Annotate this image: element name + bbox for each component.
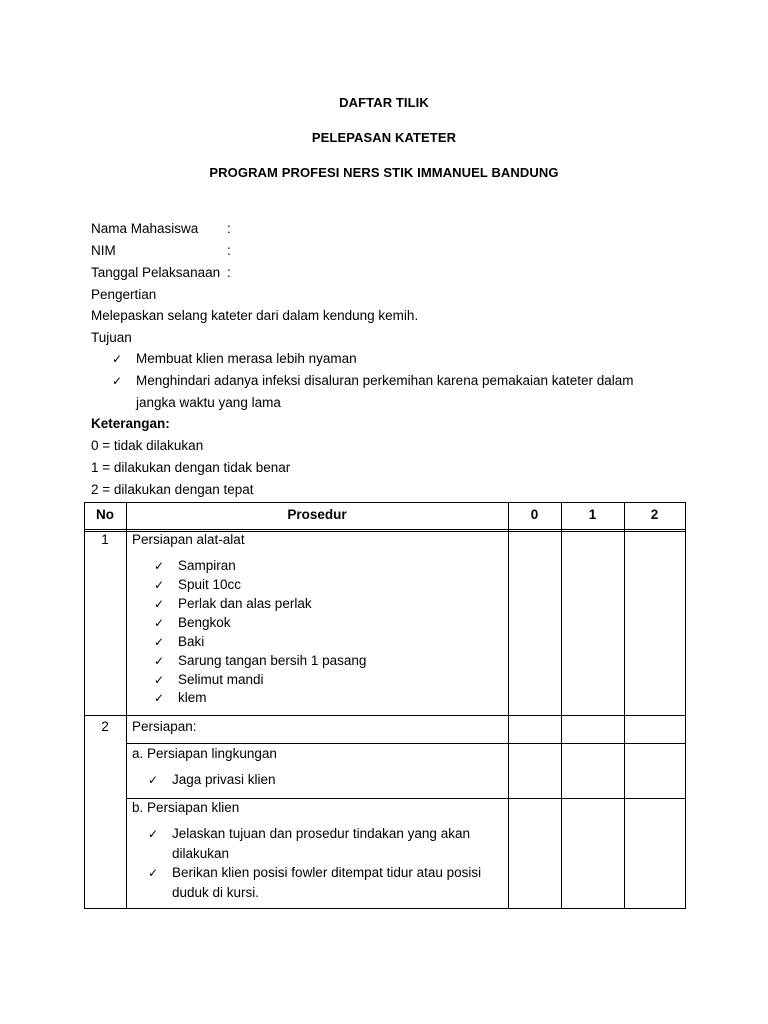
table-border xyxy=(84,502,686,503)
keterangan-line: 0 = tidak dilakukan xyxy=(91,438,204,453)
list-item xyxy=(154,615,231,630)
check-icon: ✓ xyxy=(154,691,165,705)
table-border xyxy=(126,743,686,744)
table-border xyxy=(126,798,686,799)
row-2-title: Persiapan: xyxy=(132,719,197,734)
doc-subtitle: PELEPASAN KATETER xyxy=(311,130,457,145)
field-nama xyxy=(91,221,231,236)
list-item-text: Berikan klien posisi fowler ditempat tidur atau posisi xyxy=(172,865,482,880)
field-tanggal-label: Tanggal Pelaksanaan xyxy=(91,265,221,280)
list-item xyxy=(154,690,207,705)
table-header-score-1: 1 xyxy=(588,507,597,522)
list-item xyxy=(148,772,276,787)
keterangan-heading: Keterangan: xyxy=(91,416,170,431)
list-item-text: klem xyxy=(178,690,207,705)
list-item-text: Selimut mandi xyxy=(178,672,264,687)
tujuan-item-text: Membuat klien merasa lebih nyaman xyxy=(136,351,357,366)
list-item-text: Sarung tangan bersih 1 pasang xyxy=(178,653,367,668)
list-item xyxy=(154,634,204,649)
list-item-continuation: dilakukan xyxy=(172,846,230,861)
table-header-prosedur: Prosedur xyxy=(287,507,347,522)
sub-a-heading: a. Persiapan lingkungan xyxy=(132,746,277,761)
field-nama-colon: : xyxy=(227,221,231,236)
check-icon: ✓ xyxy=(154,578,165,592)
list-item xyxy=(154,653,366,668)
table-border xyxy=(126,502,127,909)
keterangan-line: 1 = dilakukan dengan tidak benar xyxy=(91,460,291,475)
list-item-text: Sampiran xyxy=(178,558,236,573)
row-1-number: 1 xyxy=(101,532,109,547)
table-border xyxy=(84,715,686,716)
table-border xyxy=(508,502,509,909)
check-icon: ✓ xyxy=(112,352,123,366)
list-item xyxy=(148,865,481,880)
list-item xyxy=(154,577,241,592)
check-icon: ✓ xyxy=(154,673,165,687)
table-border xyxy=(84,529,686,530)
table-border xyxy=(685,502,686,909)
tujuan-item xyxy=(112,351,357,366)
check-icon: ✓ xyxy=(148,773,159,787)
list-item xyxy=(154,672,264,687)
table-header-score-2: 2 xyxy=(650,507,659,522)
doc-title: DAFTAR TILIK xyxy=(339,95,429,110)
field-nim-colon: : xyxy=(227,243,231,258)
check-icon: ✓ xyxy=(154,616,165,630)
row-1-title: Persiapan alat-alat xyxy=(132,532,245,547)
check-icon: ✓ xyxy=(112,374,123,388)
tujuan-heading: Tujuan xyxy=(91,330,132,345)
tujuan-item xyxy=(112,373,634,388)
pengertian-heading: Pengertian xyxy=(91,287,157,302)
sub-b-heading: b. Persiapan klien xyxy=(132,800,240,815)
tujuan-item-text: Menghindari adanya infeksi disaluran perkemihan karena pemakaian kateter dalam xyxy=(136,373,634,388)
table-header-no: No xyxy=(96,507,114,522)
check-icon: ✓ xyxy=(148,827,159,841)
table-header-score-0: 0 xyxy=(530,507,539,522)
list-item xyxy=(148,826,470,841)
table-border xyxy=(561,502,562,909)
list-item-continuation: duduk di kursi. xyxy=(172,885,260,900)
row-2-number: 2 xyxy=(101,719,109,734)
check-icon: ✓ xyxy=(154,559,165,573)
doc-program: PROGRAM PROFESI NERS STIK IMMANUEL BANDUNG xyxy=(209,165,559,180)
check-icon: ✓ xyxy=(154,635,165,649)
keterangan-line: 2 = dilakukan dengan tepat xyxy=(91,482,254,497)
table-border xyxy=(84,502,85,909)
check-icon: ✓ xyxy=(148,866,159,880)
field-tanggal-colon: : xyxy=(227,265,231,280)
list-item xyxy=(154,558,236,573)
list-item-text: Jaga privasi klien xyxy=(172,772,276,787)
list-item-text: Perlak dan alas perlak xyxy=(178,596,312,611)
list-item-text: Spuit 10cc xyxy=(178,577,242,592)
field-nim xyxy=(91,243,231,258)
check-icon: ✓ xyxy=(154,654,165,668)
table-border xyxy=(84,908,686,909)
table-border xyxy=(624,502,625,909)
list-item-text: Baki xyxy=(178,634,205,649)
field-nim-label: NIM xyxy=(91,243,116,258)
pengertian-text: Melepaskan selang kateter dari dalam kendung kemih. xyxy=(91,308,419,323)
tujuan-item-continuation: jangka waktu yang lama xyxy=(136,395,281,410)
check-icon: ✓ xyxy=(154,597,165,611)
list-item xyxy=(154,596,312,611)
field-nama-label: Nama Mahasiswa xyxy=(91,221,199,236)
procedure-table xyxy=(84,502,686,909)
list-item-text: Jelaskan tujuan dan prosedur tindakan yang akan xyxy=(172,826,470,841)
field-tanggal xyxy=(91,265,231,280)
list-item-text: Bengkok xyxy=(178,615,231,630)
